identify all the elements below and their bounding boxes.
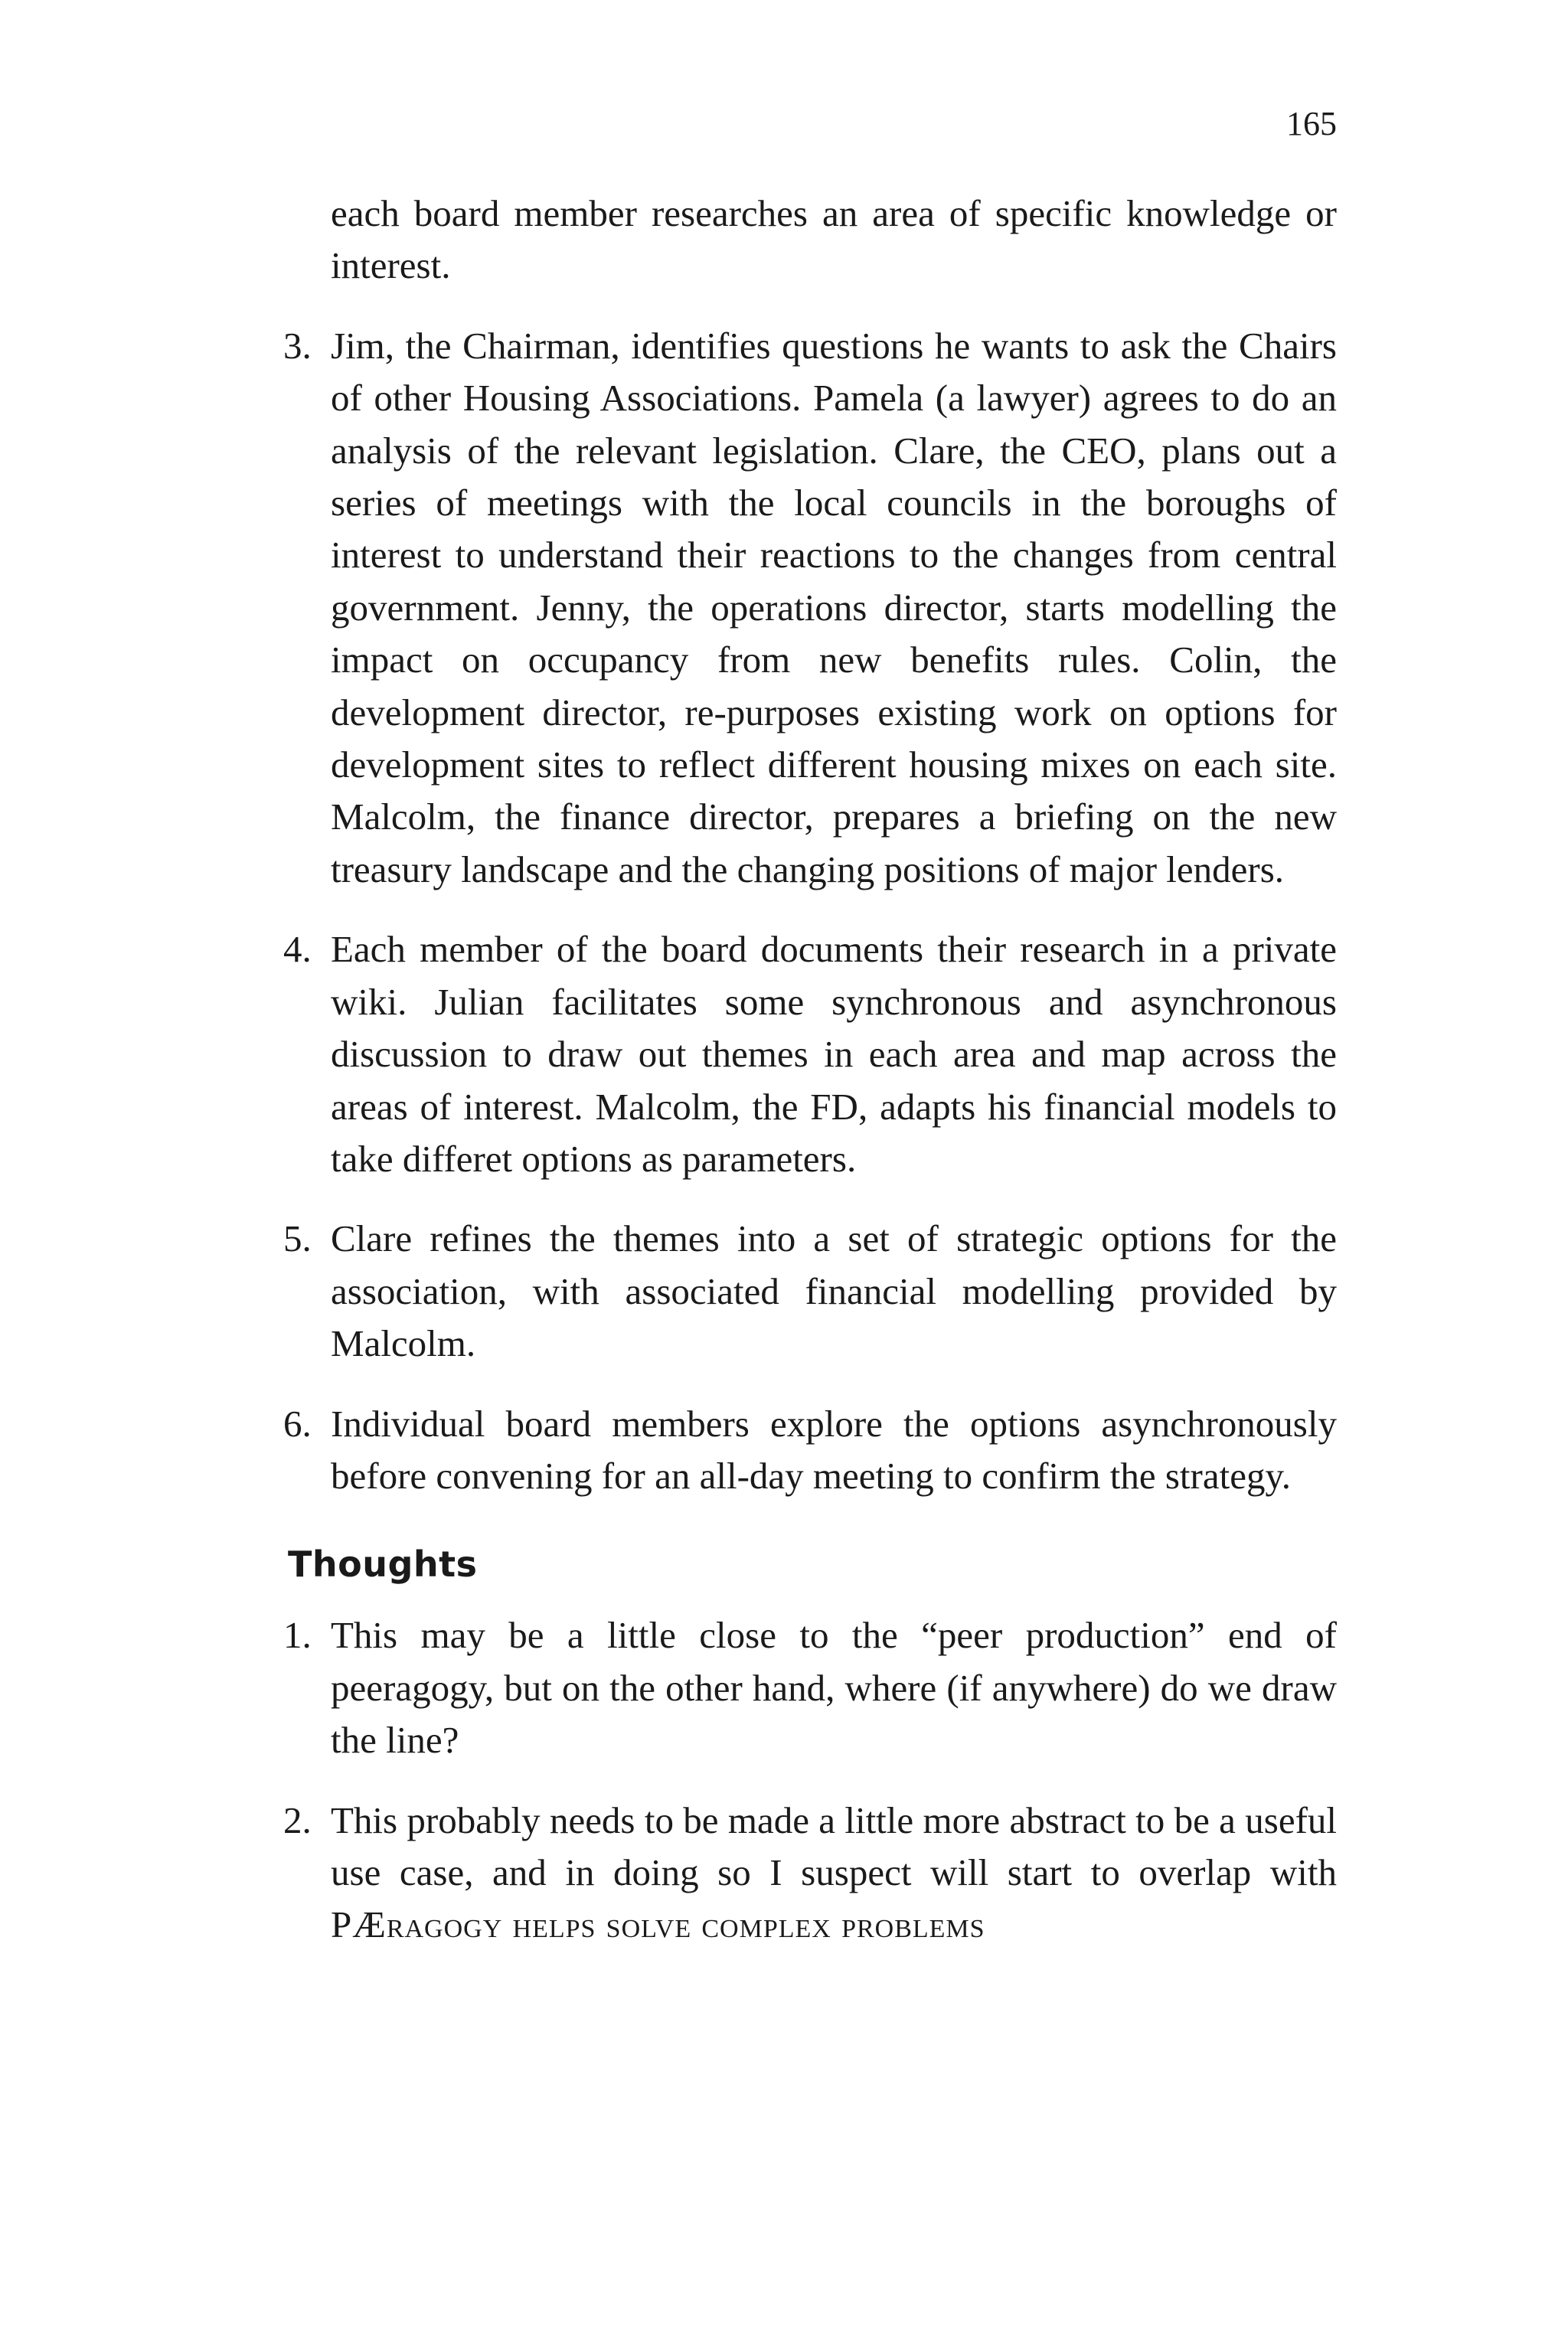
list-item-text: Clare refines the themes into a set of strategic options for the association, with associated financial modelling provided by Malcolm. xyxy=(331,1217,1337,1365)
list-item xyxy=(283,320,1337,896)
steps-list xyxy=(283,320,1337,1503)
list-item-number: 6. xyxy=(283,1402,312,1445)
list-item-text: Jim, the Chairman, identifies questions he wants to ask the Chairs of other Housing Associations. Pamela (a lawyer) agrees to do an analysis of the relevant legislation. Clare, the CEO, plans out a series of meetings with the local councils in the boroughs of interest to understand their reactions to the changes from central government. Jenny, the operations director, starts modelling the impact on occupancy from new benefits rules. Colin, the development director, re-purposes existing work on options for development sites to reflect different housing mixes on each site. Malcolm, the finance director, prepares a briefing on the new treasury landscape and the changing positions of major lenders. xyxy=(331,324,1337,890)
intro-paragraph: each board member researches an area of specific knowledge or interest. xyxy=(331,192,1337,287)
page-body xyxy=(283,188,1337,1952)
list-item-text-lead: This probably needs to be made a little more abstract to be a useful use case, and in doing so I suspect will start to overlap with xyxy=(331,1798,1337,1893)
list-item xyxy=(283,1398,1337,1503)
list-item-text: Individual board members explore the options asynchronously before convening for an all-day meeting to confirm the strategy. xyxy=(331,1402,1337,1497)
cross-reference: PÆragogy helps solve complex problems xyxy=(331,1903,985,1946)
list-item-number: 1. xyxy=(283,1614,312,1657)
list-item xyxy=(283,1795,1337,1952)
list-item-text: Each member of the board documents their research in a private wiki. Julian facilitates some synchronous and asynchronous discussion to draw out themes in each area and map across the areas of interest. Malcolm, the FD, adapts his financial models to take differet options as parameters. xyxy=(331,928,1337,1180)
list-item xyxy=(283,1213,1337,1370)
thoughts-list xyxy=(283,1609,1337,1951)
thoughts-heading: Thoughts xyxy=(288,1544,478,1586)
list-item-text: This may be a little close to the “peer production” end of peeragogy, but on the other hand, where (if anywhere) do we draw the line? xyxy=(331,1614,1337,1762)
list-item-number: 3. xyxy=(283,324,312,367)
list-item-text xyxy=(331,1795,1337,1952)
list-item xyxy=(283,923,1337,1185)
list-item-number: 5. xyxy=(283,1217,312,1260)
page-number: 165 xyxy=(1286,105,1337,142)
list-item xyxy=(283,1609,1337,1766)
list-item-number: 4. xyxy=(283,928,312,971)
list-item-number: 2. xyxy=(283,1798,312,1841)
